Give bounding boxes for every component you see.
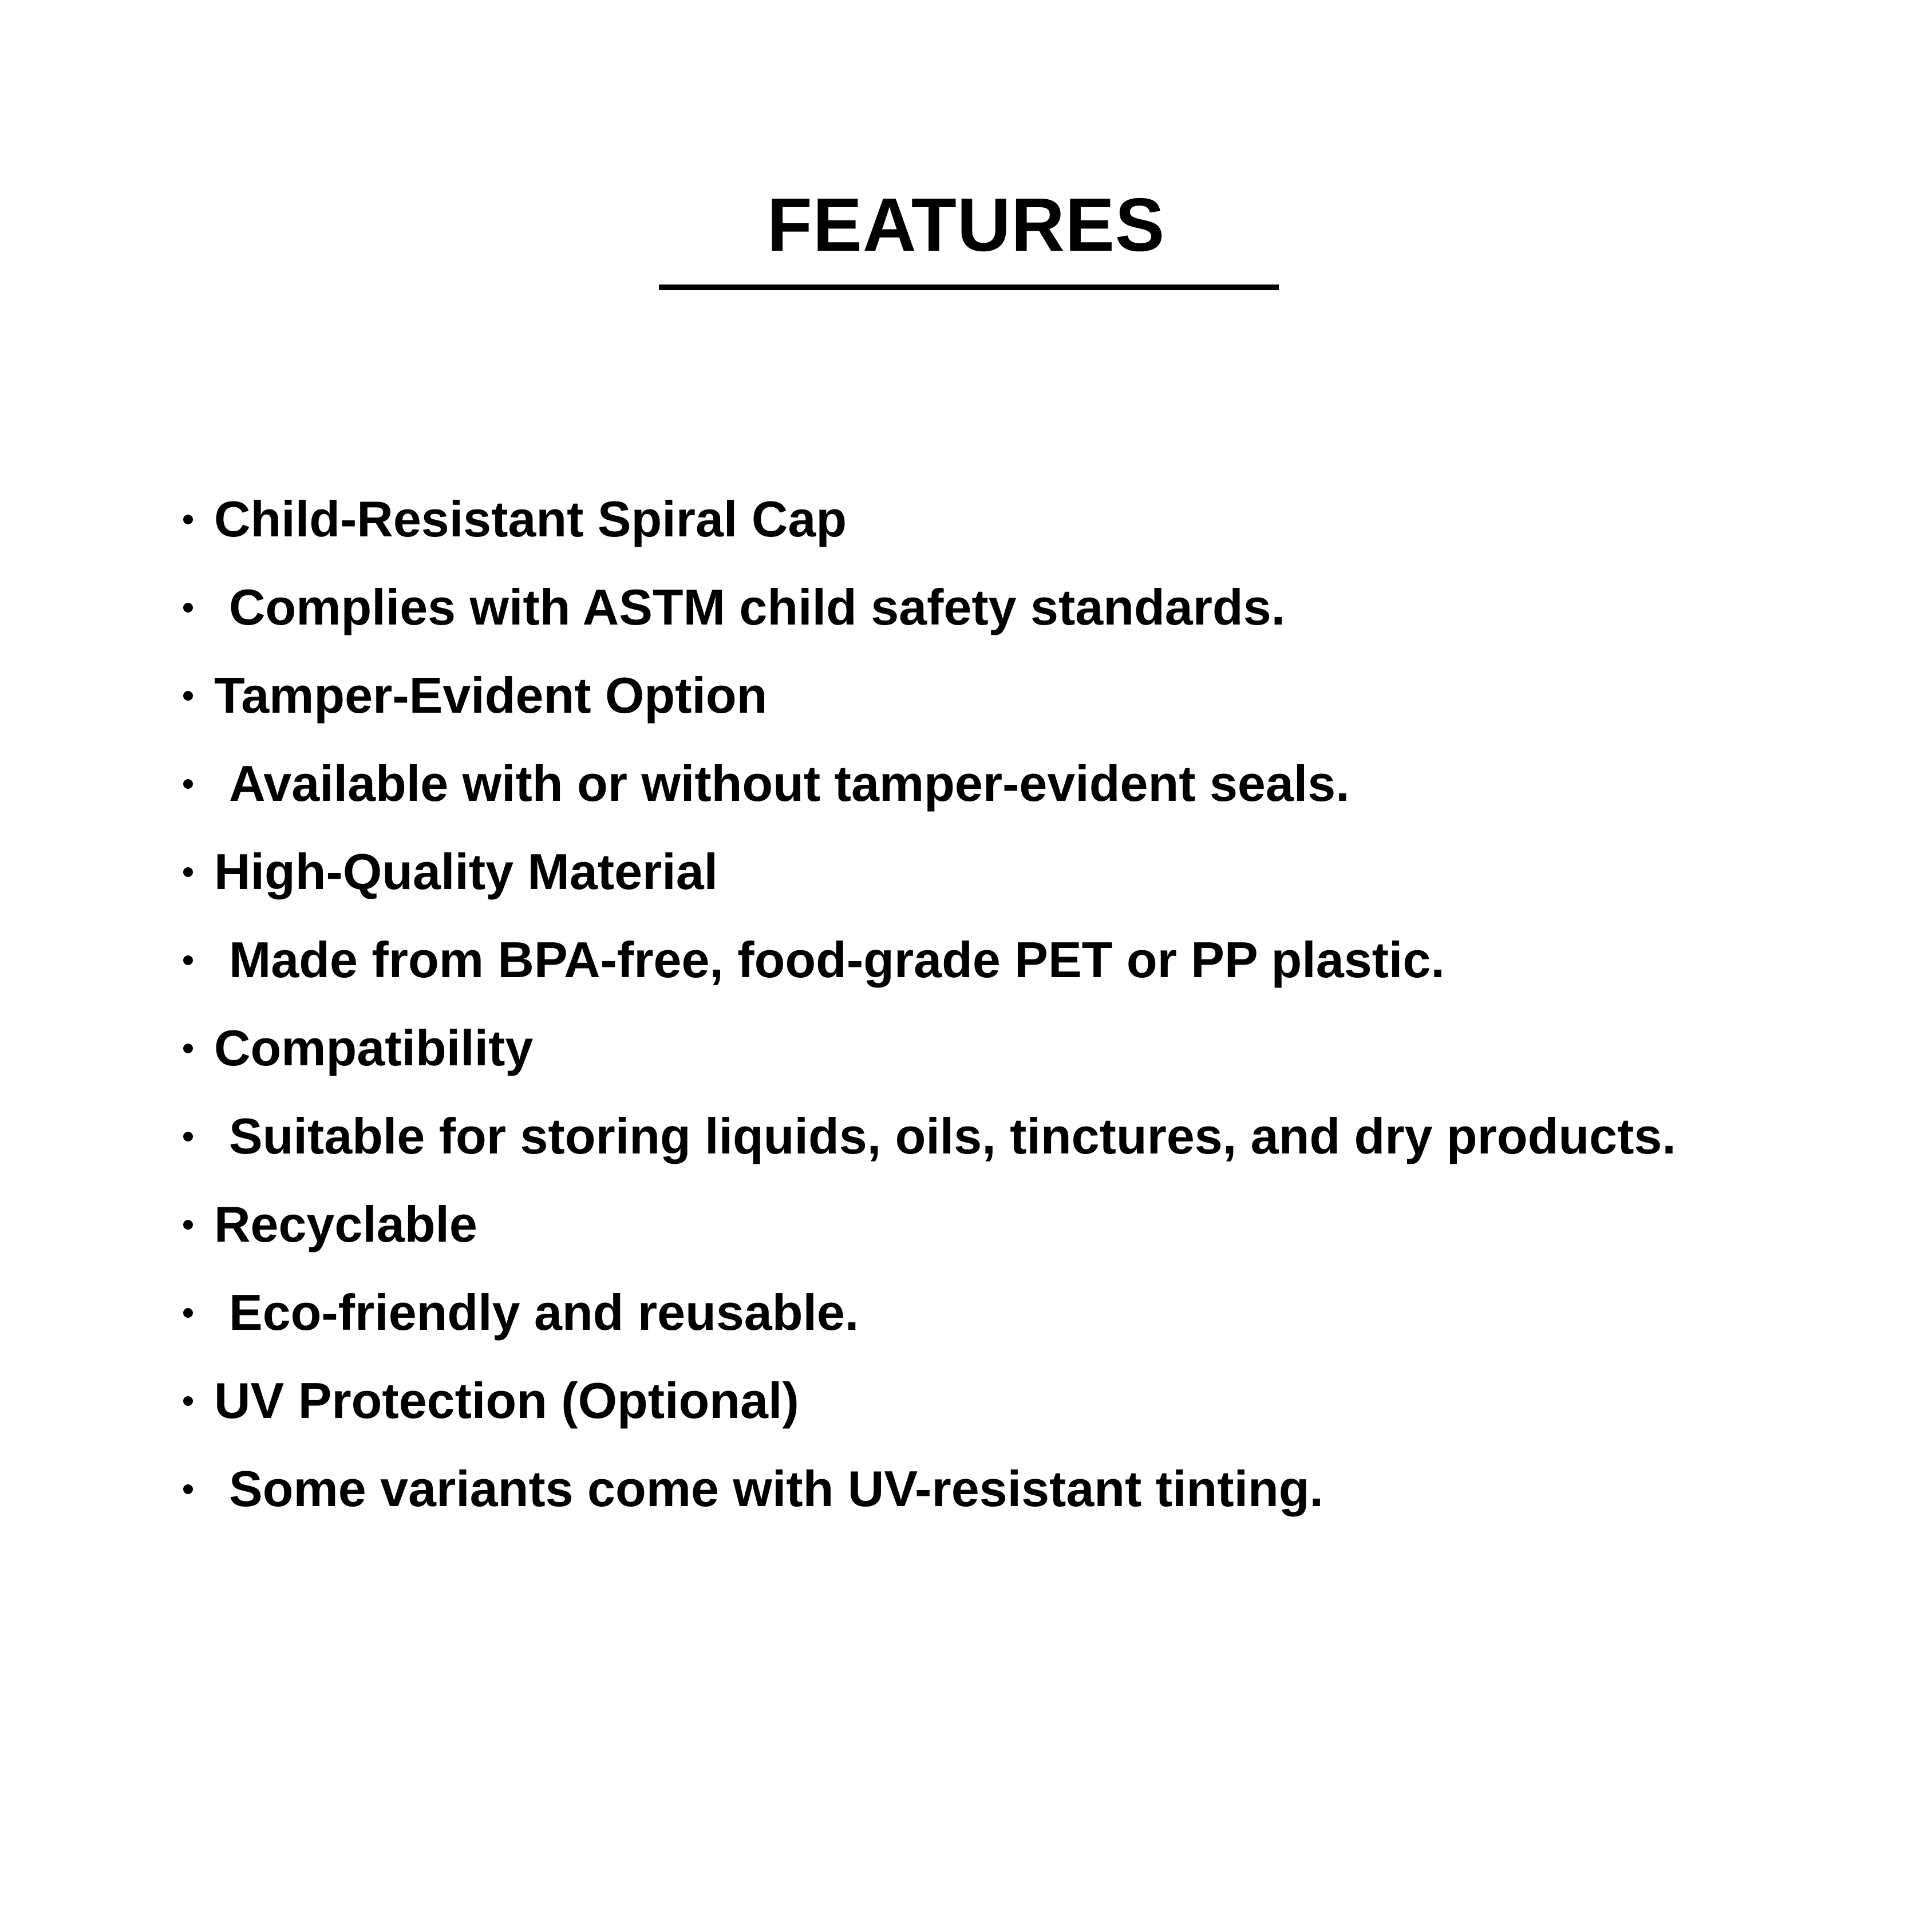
feature-list	[183, 475, 1889, 1533]
bullet-icon	[183, 515, 193, 524]
title-underline	[659, 285, 1279, 290]
bullet-icon	[183, 779, 193, 789]
list-item	[183, 1269, 1889, 1357]
list-item	[183, 1092, 1889, 1180]
list-item	[183, 563, 1889, 651]
list-item-text: Compatibility	[214, 1020, 534, 1076]
bullet-icon	[183, 603, 193, 613]
bullet-icon	[183, 1308, 193, 1318]
bullet-icon	[183, 1044, 193, 1053]
list-item	[183, 651, 1889, 740]
list-item	[183, 740, 1889, 828]
list-item-text: High-Quality Material	[214, 843, 718, 900]
list-item-text: Complies with ASTM child safety standards.	[229, 579, 1286, 635]
list-item-text: Some variants come with UV-resistant tinting.	[229, 1460, 1323, 1517]
page-title: FEATURES	[767, 183, 1165, 267]
list-item-text: UV Protection (Optional)	[214, 1372, 799, 1429]
list-item-text: Recyclable	[214, 1196, 477, 1253]
list-item	[183, 1445, 1889, 1533]
list-item-text: Eco-friendly and reusable.	[229, 1284, 859, 1341]
bullet-icon	[183, 691, 193, 701]
bullet-icon	[183, 1220, 193, 1230]
list-item	[183, 828, 1889, 916]
list-item	[183, 1357, 1889, 1445]
bullet-icon	[183, 1396, 193, 1406]
list-item	[183, 916, 1889, 1004]
bullet-icon	[183, 955, 193, 965]
bullet-icon	[183, 1484, 193, 1494]
list-item-text: Available with or without tamper-evident seals.	[229, 755, 1350, 812]
bullet-icon	[183, 1132, 193, 1141]
list-item	[183, 1180, 1889, 1269]
list-item-text: Suitable for storing liquids, oils, tinctures, and dry products.	[229, 1108, 1676, 1164]
bullet-icon	[183, 867, 193, 877]
list-item	[183, 475, 1889, 563]
list-item	[183, 1004, 1889, 1092]
list-item-text: Made from BPA-free, food-grade PET or PP plastic.	[229, 931, 1445, 988]
list-item-text: Tamper-Evident Option	[214, 667, 768, 724]
list-item-text: Child-Resistant Spiral Cap	[214, 491, 847, 547]
